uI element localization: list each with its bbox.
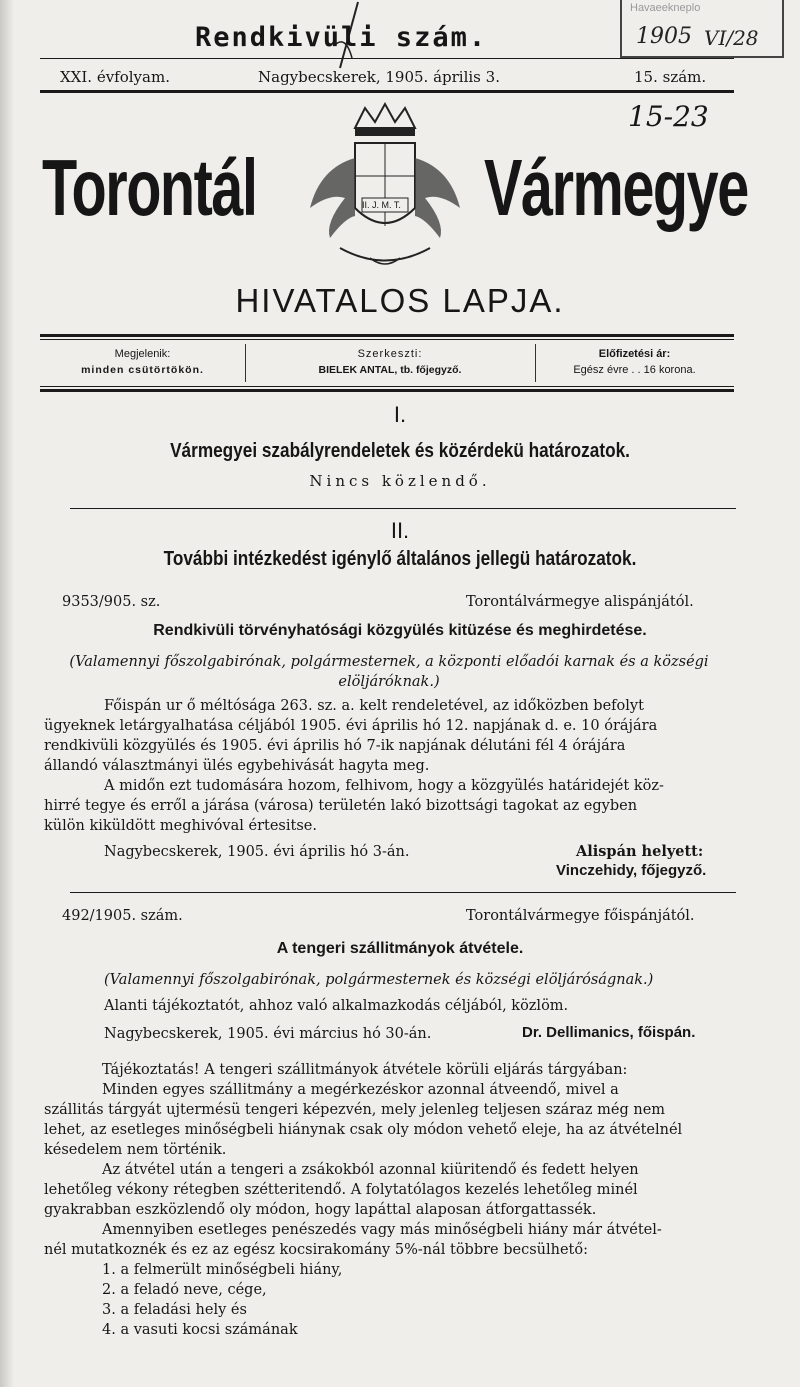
page-edge-shadow bbox=[0, 0, 14, 1387]
section-1-note: Nincs közlendő. bbox=[309, 472, 491, 490]
subscription-value: Egész évre . . 16 korona. bbox=[573, 364, 696, 376]
item-2-info-b: Minden egyes szállitmány a megérkezéskor azonnal átveendő, mivel a bbox=[102, 1082, 619, 1098]
section-1-number: I. bbox=[393, 402, 407, 427]
infobox-rule-top bbox=[40, 334, 734, 337]
infobox-rule-bottom bbox=[40, 386, 734, 387]
item-1-title: Rendkivüli törvényhatósági közgyülés kitüzése és meghirdetése. bbox=[153, 622, 647, 639]
info-editor bbox=[245, 346, 535, 378]
issue-number: 15. szám. bbox=[634, 68, 707, 86]
section-2-number: II. bbox=[390, 518, 410, 543]
item-1-addressees-line-1: (Valamennyi főszolgabirónak, polgármesternek, a központi előadói karnak és a községi bbox=[69, 654, 709, 670]
volume: XXI. évfolyam. bbox=[60, 68, 170, 86]
crest-label: II. J. M. T. bbox=[362, 200, 401, 210]
header-rule-bottom bbox=[40, 90, 734, 93]
item-2-info-g: lehetőleg vékony rétegben szétteritendő. A folytatólagos kezelés lehetőleg minél bbox=[44, 1182, 638, 1198]
item-1-p2-b: hirré tegye és erről a járása (városa) területén lakó bizottsági tagokat az egyben bbox=[44, 798, 638, 814]
stamp-handwriting-a: 1905 bbox=[636, 24, 692, 49]
item-1-p1-c: rendkivüli közgyülés és 1905. évi április hó 7-ik napjának délutáni fél 4 órájára bbox=[44, 738, 626, 754]
masthead-subtitle: HIVATALOS LAPJA. bbox=[235, 282, 565, 319]
item-2-info-h: gyakrabban eszközlendő oly módon, hogy lapáttal alaposan átforgattassék. bbox=[44, 1202, 597, 1218]
special-issue-label: Rendkivüli szám. bbox=[195, 22, 488, 53]
item-1-date: Nagybecskerek, 1905. évi április hó 3-án. bbox=[104, 844, 410, 860]
item-2-date: Nagybecskerek, 1905. évi március hó 30-án. bbox=[104, 1026, 432, 1042]
masthead-title-right: Vármegye bbox=[484, 143, 748, 232]
frequency-value: minden csütörtökön. bbox=[81, 364, 204, 376]
item-1-body bbox=[44, 696, 738, 836]
item-2-info bbox=[44, 1060, 740, 1340]
item-2-info-f: Az átvétel után a tengeri a zsákokból azonnal kiüritendő és fedett helyen bbox=[102, 1162, 639, 1178]
item-2-intro: Alanti tájékoztatót, ahhoz való alkalmazkodás céljából, közlöm. bbox=[104, 998, 569, 1014]
handwritten-number: 15-23 bbox=[628, 100, 709, 133]
item-1-p2-a: A midőn ezt tudomására hozom, felhivom, hogy a közgyülés határidejét köz- bbox=[104, 778, 664, 794]
editor-label: Szerkeszti: bbox=[357, 348, 423, 360]
section-1-title: Vármegyei szabályrendeletek és közérdekü határozatok. bbox=[170, 440, 630, 462]
item-2-info-j: nél mutatkoznék és ez az egész kocsirakomány 5%-nál többre becsülhető: bbox=[44, 1242, 588, 1258]
item-2-info-e: késedelem nem történik. bbox=[44, 1142, 227, 1158]
item-2-title: A tengeri szállitmányok átvétele. bbox=[276, 940, 524, 957]
item-1-p1-d: állandó választmányi ülés egybehivását hagyta meg. bbox=[44, 758, 430, 774]
publication-info-box bbox=[40, 340, 734, 384]
item-2-info-d: lehet, az esetleges minőségbeli hiánynak csak oly módon vehető eleje, ha az átvételnél bbox=[44, 1122, 683, 1138]
item-1-p1-b: ügyeknek letárgyalhatása céljából 1905. évi április hó 12. napjának d. e. 10 órájára bbox=[44, 718, 658, 734]
header-rule-top bbox=[40, 58, 734, 59]
list-item: 4. a vasuti kocsi számának bbox=[102, 1322, 298, 1338]
registry-stamp bbox=[620, 0, 784, 58]
stamp-text: Havaeekneplo bbox=[630, 2, 701, 14]
infobox-rule-bottom2 bbox=[40, 389, 734, 392]
item-1-p2-c: külön kiküldött meghivóval értesitse. bbox=[44, 818, 317, 834]
editor-value: BIELEK ANTAL, tb. főjegyző. bbox=[318, 364, 462, 376]
item-2-addressees: (Valamennyi főszolgabirónak, polgármesternek és községi elöljáróságnak.) bbox=[104, 972, 654, 988]
item-1-sign-role: Alispán helyett: bbox=[576, 843, 704, 860]
section-2-title: További intézkedést igénylő általános jellegü határozatok. bbox=[163, 548, 637, 570]
masthead-title-left: Torontál bbox=[42, 143, 257, 232]
item-2-info-i: Amennyiben esetleges penészedés vagy más minőségbeli hiány már átvétel- bbox=[102, 1222, 662, 1238]
list-item: 3. a feladási hely és bbox=[102, 1302, 247, 1318]
section-divider bbox=[70, 508, 736, 509]
list-item: 1. a felmerült minőségbeli hiány, bbox=[102, 1262, 343, 1278]
item-divider bbox=[70, 892, 736, 893]
list-item: 2. a feladó neve, cége, bbox=[102, 1282, 267, 1298]
item-2-sign: Dr. Dellimanics, főispán. bbox=[522, 1024, 696, 1041]
item-1-p1-a: Főispán ur ő méltósága 263. sz. a. kelt rendeletével, az időközben befolyt bbox=[104, 698, 644, 714]
item-1-addressees bbox=[44, 652, 734, 692]
info-subscription bbox=[535, 346, 734, 378]
item-2-info-a: Tájékoztatás! A tengeri szállitmányok átvétele körüli eljárás tárgyában: bbox=[102, 1062, 628, 1078]
subscription-label: Előfizetési ár: bbox=[598, 348, 671, 360]
stamp-handwriting-b: VI/28 bbox=[704, 26, 759, 50]
item-1-source: Torontálvármegye alispánjától. bbox=[466, 594, 694, 610]
info-frequency bbox=[40, 346, 245, 378]
item-2-reference: 492/1905. szám. bbox=[62, 908, 183, 924]
coat-of-arms-icon bbox=[300, 98, 470, 278]
item-2-source: Torontálvármegye főispánjától. bbox=[466, 908, 695, 924]
frequency-label: Megjelenik: bbox=[114, 348, 171, 360]
item-1-reference: 9353/905. sz. bbox=[62, 594, 161, 610]
item-2-info-c: szállitás tárgyát ujtermésü tengeri képezvén, mely jelenleg teljesen száraz még nem bbox=[44, 1102, 666, 1118]
place-date: Nagybecskerek, 1905. április 3. bbox=[258, 68, 500, 86]
item-1-sign-name: Vinczehidy, főjegyző. bbox=[556, 862, 707, 879]
item-1-addressees-line-2: elöljáróknak.) bbox=[338, 674, 440, 690]
